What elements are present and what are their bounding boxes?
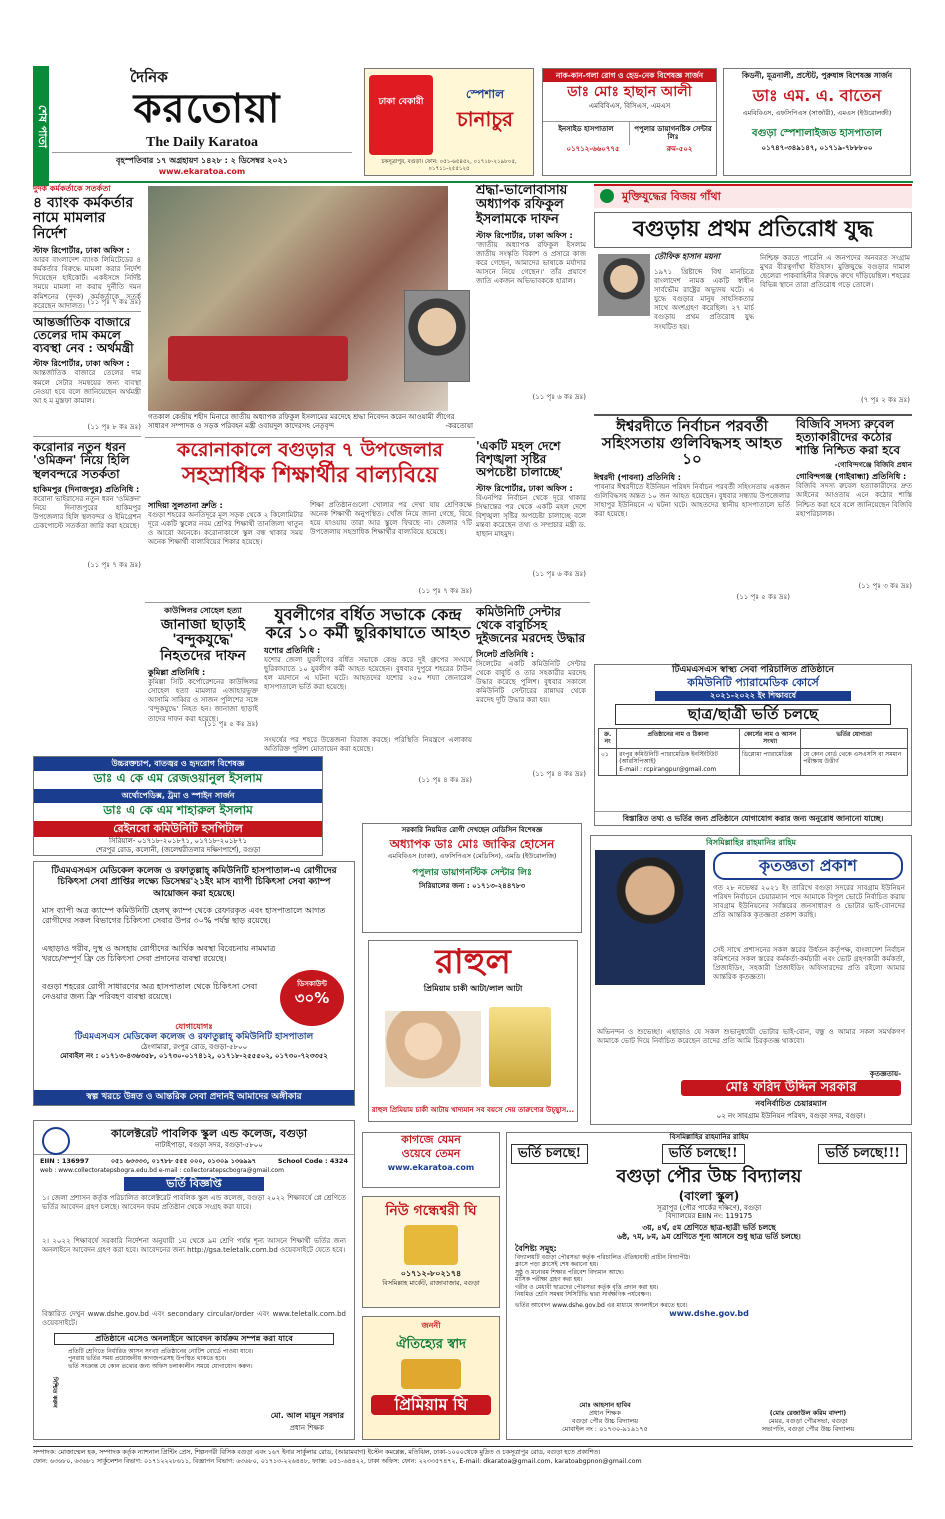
story3-byline: হাকিমপুর (দিনাজপুর) প্রতিনিধি : — [33, 484, 140, 494]
mukti-continued[interactable]: (৭ পৃঃ ২ কঃ দ্রঃ) — [861, 396, 910, 404]
gratitude-title: কৃতজ্ঞতা প্রকাশ — [713, 852, 903, 880]
tmss-td-requirement: যে কোন বোর্ড থেকে এসএসসি বা সমমান পরীক্ষায় উত্তীর্ণ — [801, 748, 908, 776]
pourashava-school-ad — [506, 1132, 912, 1440]
medicine-phone: সিরিয়ালের জন্য : ০১৭১৩-২৪৪৭৮৩ — [418, 882, 526, 891]
marriage-byline: সাদিয়া সুলতানা দ্রুতি : — [148, 501, 223, 510]
pourashava-feature-1: বিদ্যালয়টি বগুড়া পৌরসভা কর্তৃক পরিচালিত ঐতিহ্যবাহী প্রাচীন বিদ্যাপীঠ। — [515, 1253, 691, 1261]
bgb-story — [796, 418, 912, 660]
community-byline: সিলেট প্রতিনিধি : — [476, 649, 534, 659]
tmss-admission-footer: বিস্তারিত তথ্য ও ভর্তির জন্য প্রতিষ্ঠানে যোগাযোগ করার জন্য অনুরোধ জানানো যাচ্ছে। — [595, 811, 911, 825]
jubo-body: যশোর জেলা যুবলীগের বর্ধিত সভাকে কেন্দ্র করে দুই গ্রুপের সংঘর্ষে ছুরিকাঘাতে ১০ যুবলীগ কর্মী আহত হয়েছেন। বুধবার দুপুরে শহরের টাউন হল ময়দানে এ ঘটনা ঘটে। আহতদের যশোর ২৫০ শয্যা জেনারেল হাসপাতালে ভর্তি করা হয়েছে। — [264, 656, 472, 692]
marriage-body2: শিক্ষা প্রতিষ্ঠানগুলো খোলার পর দেখা যায় শ্রেণিকক্ষে অনেক শিক্ষার্থী অনুপস্থিত। খোঁজ নিয়ে জানা গেছে, বিয়ে হয়ে যাওয়ায় তারা আর স্কুলে ফিরছে না। জেলার ৭টি উপজেলায় সহস্রাধিক শিক্ষার্থীর বাল্যবিয়ে হয়েছে। — [310, 501, 472, 537]
medicine-center: পপুলার ডায়াগনস্টিক সেন্টার লিঃ — [412, 867, 532, 878]
doctor1-name: ডাঃ মোঃ হাছান আলী — [567, 84, 692, 101]
pourashava-bismillah: বিসমিল্লাহির রাহমানির রাহিম — [669, 1133, 749, 1141]
rainbow-doctor2: ডাঃ এ কে এম শাহারুল ইসলাম — [103, 803, 253, 817]
mukti-headline: বগুড়ায় প্রথম প্রতিরোধ যুদ্ধ — [632, 216, 874, 242]
school-signer-role: প্রধান শিক্ষক — [289, 1424, 324, 1433]
pourashava-name2: (বাংলা স্কুল) — [678, 1188, 740, 1203]
tmss-td-institute — [617, 748, 740, 776]
story2-headline: আন্তর্জাতিক বাজারে তেলের দাম কমলে ব্যবস্থা নেব : অর্থমন্ত্রী — [33, 314, 134, 356]
discount-badge — [280, 970, 344, 1026]
sohel-story — [148, 606, 258, 754]
imprint-line1: সম্পাদক: মোজাম্মেল হক, সম্পাদক কর্তৃক ন্যাশনাল প্রিন্টিং প্রেস, শিল্পনগরী বিসিক বগুড়া এবং ১৬৭ ইনার সার্কুলার রোড, (আরামবাগ) ইস্টেন কমপ্লেক্স, মতিঝিল, ঢাকা-১০০০থেকে মুদ্রিত ও চকসূত্রাপুর রোড, বগুড়া হতে প্রকাশিত। — [33, 1449, 601, 1456]
community-continued[interactable]: (১১ পৃঃ ৪ কঃ দ্রঃ) — [532, 769, 586, 778]
mahal-continued[interactable]: (১১ পৃঃ ৬ কঃ দ্রঃ) — [532, 569, 586, 578]
marriage-body: বগুড়া শহরের অনতিদূরে মূল সড়ক থেকে ২ কিলোমিটার দূরে একটি স্কুলের নবম শ্রেণির শিক্ষার্থী তানজিলা খাতুন ও আরো অনেকে। করোনাকালে স্কুল বন্ধ থাকার সময় অনেক শিক্ষার্থী বাল্যবিয়ের শিকার হয়েছে। — [148, 511, 303, 547]
sign-left-role: প্রধান শিক্ষক — [589, 1408, 621, 1417]
ghee2-top: জননী — [421, 1321, 441, 1330]
ishwardi-continued[interactable]: (১১ পৃঃ ৫ কঃ দ্রঃ) — [736, 592, 790, 601]
story2-byline: স্টাফ রিপোর্টার, ঢাকা অফিস : — [33, 359, 130, 369]
doctor2-specialty: কিডনী, মূত্রনালী, প্রস্টেট, পুরুষাঙ্গ বিশেষজ্ঞ সার্জন — [741, 71, 893, 80]
chanachur-line1: স্পেশাল — [465, 87, 505, 101]
bgb-body: বিজিবি সদস্য রুবেল হত্যাকারীদের দ্রুত আইনের আওতায় এনে কঠোর শাস্তি নিশ্চিত করা হবে বলে জানিয়েছেন বিজিবি মহাপরিচালক। — [796, 482, 912, 518]
school-phone: ০৫১ ৬৩৩৩৩, ০১৭৮৮ ৫৫৫ ০০০, ০১৩০৯ ১৩৬৯৯৭ — [110, 1156, 257, 1165]
pourashava-site[interactable]: www.dshe.gov.bd — [669, 1309, 749, 1319]
mahal-story — [476, 440, 586, 600]
bgb-headline: বিজিবি সদস্য রুবেল হত্যাকারীদের কঠোর শাস্তি নিশ্চিত করা হবে — [796, 417, 901, 458]
pourashava-sign-left — [515, 1401, 695, 1434]
school-item-2: ২। ২০২২ শিক্ষাবর্ষে সরকারি নির্দেশনা অনুযায়ী ১ম থেকে ৯ম শ্রেণি পর্যন্ত শূন্য আসনে শিক্ষার্থী ভর্তির জন্য অনলাইনে আবেদন গ্রহণ করা হবে। আবেদনের জন্য http://gsa.teletalk.com.bd ওয়েবসাইটে যেতে হবে। — [42, 1236, 346, 1254]
bgb-sub: গোবিন্দগঞ্জ (গাইবান্ধা) প্রতিনিধি : — [796, 472, 907, 482]
lead-photo — [148, 186, 448, 411]
candidate-photo — [595, 850, 705, 985]
family-photo — [385, 1011, 481, 1087]
school-logo-icon — [42, 1127, 70, 1155]
ishwardi-headline: ঈশ্বরদীতে নির্বাচন পরবর্তী সহিংসতায় গুলিবিদ্ধসহ আহত ১০ — [601, 417, 783, 468]
mukti-banner-text: মুক্তিযুদ্ধের বিজয় গাঁথা — [622, 190, 721, 203]
gratitude-ad — [590, 835, 912, 1125]
pourashava-feature-4: মাসিক পরীক্ষা গ্রহণ করা হয়। — [515, 1276, 583, 1284]
masthead-title: করতোয়া — [133, 85, 281, 132]
chanachur-address: চকসূত্রাপুর, বগুড়া। ফোন: ০৫১-৬৫৪৫২, ০১৭১৮-২১৯৮০৫, ০১৭১১-২৫৫১২৫ — [381, 159, 517, 172]
story3-headline: করোনার নতুন ধরন 'ওমিক্রন' নিয়ে হিলি স্থলবন্দরে সতর্কতা — [33, 440, 130, 481]
gratitude-bismillah: বিসমিল্লাহির রাহমানির রাহিম — [705, 838, 797, 847]
sign-left-name: মোঃ আহসান হাবিব — [579, 1400, 631, 1409]
community-headline: কমিউনিটি সেন্টার থেকে বাবুর্চিসহ দুইজনের মরদেহ উদ্ধার — [476, 605, 586, 646]
tmss-org: টিএমএসএস স্বাস্থ্য সেবা পরিচালিত প্রতিষ্ঠানে — [672, 665, 834, 675]
ekaratoa-ad — [362, 1132, 500, 1188]
school-note-3: ভর্তি সংক্রান্ত যে কোন তথ্যের জন্য অফিস চলাকালীন সময়ে যোগাযোগ করুন। — [68, 1362, 253, 1370]
lead-photo-credit: -করতোয়া — [445, 421, 473, 430]
gratitude-body2: সেই সাথে প্রশাসনের সকল স্তরের উর্ধতন কর্তৃপক্ষ, বাংলাদেশ নির্বাচন কমিশনের সকল স্তরের কর্মকর্তা-কর্মচারী এবং ভোট গ্রহণকারী কর্মকর্তা, প্রিজাইডিং, সহকারী প্রিজাইডিং অফিসারদের প্রতি রইলো আমার আন্তরিক কৃতজ্ঞতা। — [713, 946, 905, 982]
mahal-byline: স্টাফ রিপোর্টার, ঢাকা অফিস : — [476, 483, 573, 493]
rahul-atta-ad — [368, 940, 578, 1122]
pourashava-feature-6: নিয়মিত শ্রেণি সমন্বয় সিসিটিভি দ্বারা সার্বক্ষণিক পর্যবেক্ষণ। — [515, 1291, 652, 1299]
tmss-table — [598, 728, 908, 777]
ghee1-address: বিসমিল্লাহ মার্কেট, রাজাবাজার, বগুড়া — [382, 1278, 480, 1287]
tmss-th-institute: প্রতিষ্ঠানের নাম ও ঠিকানা — [617, 728, 740, 748]
rafiqul-story — [476, 184, 586, 434]
mukti-col2 — [760, 254, 910, 409]
chanachur-ad — [364, 68, 534, 176]
tmss-td-course: ডিপ্লোমা প্যারামেডিক্স — [740, 748, 801, 776]
doctor2-degree: এমবিবিএস, এফসিপিএস (সার্জারী), এমএস (ইউরোলজী) — [742, 109, 892, 118]
tmss-td-serial: ০১ — [599, 748, 617, 776]
jubo-story — [264, 606, 472, 811]
masthead-website[interactable]: www.ekaratoa.com — [158, 167, 246, 176]
gratitude-union: ০২ নং সাবগ্রাম ইউনিয়ন পরিষদ, বগুড়া সদর, বগুড়া। — [716, 1112, 866, 1120]
pourashava-line1: ৩য়, ৪র্থ, ৫ম শ্রেণিতে ছাত্র-ছাত্রী ভর্তি চলছে — [642, 1223, 776, 1232]
story1-byline: স্টাফ রিপোর্টার, ঢাকা অফিস : — [33, 246, 130, 256]
doctor2-phone: ০১৭৪৭-৩৪৯১৪৭, ০১৭১৯-৭৮৮৮০০ — [761, 144, 873, 152]
rainbow-doctor1: ডাঃ এ কে এম রেজওয়ানুল ইসলাম — [93, 771, 263, 785]
jubo-body2: সংঘর্ষের পর শহরে উত্তেজনা বিরাজ করছে। পরিস্থিতি নিয়ন্ত্রণে এলাকায় অতিরিক্ত পুলিশ মোতায়েন করা হয়েছে। — [264, 736, 472, 754]
medicine-degree: এমবিবিএস (ঢাকা), এফসিপিএস (মেডিসিন), এমডি (ইউরোলজি) — [387, 851, 557, 860]
marriage-headline-line1: করোনাকালে বগুড়ার ৭ উপজেলার — [177, 439, 443, 461]
mahal-body: বিএনপির নির্বাচন থেকে দূরে থাকার সিদ্ধান্তের পর থেকে একটি মহল দেশে বিশৃঙ্খলা সৃষ্টির অপচেষ্টা চালাচ্ছে বলে মন্তব্য করেছেন তথ্য ও সম্প্রচার মন্ত্রী ড. হাছান মাহমুদ। — [476, 493, 586, 538]
story1-body: আরব বাংলাদেশ ব্যাংক লিমিটেডের ৪ কর্মকর্তার বিরুদ্ধে মামলা করার নির্দেশ দিয়েছেন হাইকোর্ট। একইসঙ্গে নির্দিষ্ট সময়ে মামলা না করায় দুর্নীতি দমন কমিশনের (দুদক) কর্মকর্তাকে সতর্ক করেছেন আদালত। — [33, 256, 141, 310]
chanachur-brand: ঢাকা বেকারী — [378, 97, 424, 107]
rainbow-phone: সিরিয়াল- ০১৭১৮-২০১৮৭১, ০১৭১৮-২০১৮৭১ — [108, 836, 248, 845]
school-notice-title: ভর্তি বিজ্ঞপ্তি — [124, 1177, 264, 1191]
tmss-session: ২০২১-২০২২ ইং শিক্ষাবর্ষে — [655, 691, 851, 701]
school-note-2: পুনরায় ভর্তির সময় প্রয়োজনীয় কাগজপত্রসহ উপস্থিত থাকতে হবে। — [68, 1355, 227, 1363]
pourashava-feature-5: গরীব ও মেধাবী ছাত্রদের পৌরসভা কর্তৃক বৃত্তি প্রদান করা হয়। — [515, 1283, 659, 1291]
ishwardi-byline: ঈশ্বরদী (পাবনা) প্রতিনিধি : — [594, 472, 681, 482]
medicine-specialist-ad — [362, 823, 582, 933]
ishwardi-body: পাবনার ঈশ্বরদীতে ইউনিয়ন পরিষদ নির্বাচন পরবর্তী সহিংসতায় একজন গুলিবিদ্ধসহ অন্তত ১০ জন আহত হয়েছেন। বুধবার সন্ধ্যায় উপজেলার সাহাপুর ইউনিয়নে এ ঘটনা ঘটে। আহতদের স্থানীয় হাসপাতালে ভর্তি করা হয়েছে। — [594, 482, 790, 518]
doctor2-name: ডাঃ এম. এ. বাতেন — [752, 86, 882, 106]
marriage-body-col2 — [310, 501, 472, 599]
mukti-col1 — [654, 268, 754, 408]
tmss-institute-name: রংপুর কমিউনিটি প্যারামেডিক ইনস্টিটিউট (আরসিপিআই) — [619, 750, 718, 766]
masthead-date: বৃহস্পতিবার ১৭ অগ্রহায়ণ ১৪২৮ : ২ ডিসেম্বর ২০২১ — [52, 152, 352, 166]
imprint-line2: ফোন: ৬৩৬৮০, ৬৩৬৮১ সার্কুলেশন বিভাগ: ০১৭১২২২৮৬১১, বিজ্ঞাপন বিভাগ: ৬৩৬৮০, ০১৭১৩-২২৬৪৪৮, ফ্যাক্স: ০৫১-৬৪৪২২, ঢাকা অফিস: ফোন: ২২৩৩৫৭৪৭২, E-mail: dkaratoa@gmail.com, karatoabgpnon@gmail.com — [33, 1457, 642, 1465]
sign-right-name: (মোঃ রেজাউল করিম বাদশা) — [769, 1408, 847, 1417]
rahul-brand: রাহুল — [435, 942, 511, 982]
mukti-body2: নিশ্চিহ্ন করতে পারেনি এ জনপদের অনবরত সংগ্রাম মুখর বীরত্বগাঁথা ইতিহাস। মুক্তিযুদ্ধে বগুড়ার দামাল ছেলেরা পাকবাহিনীর বিরুদ্ধে রুখে দাঁড়িয়েছিল। শহরের বিভিন্ন স্থানে তারা প্রতিরোধ গড়ে তোলে। — [760, 254, 910, 290]
story3-continued[interactable]: (১১ পৃঃ ৭ কঃ দ্রঃ) — [87, 560, 141, 569]
mukti-author: তৌফিক হাসান ময়না — [654, 252, 720, 261]
doctor1-degree: এমবিবিএস, বিসিএস, এমএস — [588, 101, 671, 110]
lead-photo-caption: গতকাল কেন্দ্রীয় শহীদ মিনারে জাতীয় অধ্যাপক রফিকুল ইসলামের মরদেহে শ্রদ্ধা নিবেদন করেন আওয়ামী লীগের সাধারণ সম্পাদক ও সড়ক পরিবহন মন্ত্রী ওবায়দুল কাদেরসহ নেতৃবৃন্দ — [148, 413, 455, 430]
marriage-headline-box — [148, 440, 472, 498]
sign-right-role: মেয়র, বগুড়া পৌরসভা, বগুড়া — [768, 1416, 848, 1425]
school-item-3: বিস্তারিত দেখুন www.dshe.gov.bd এবং secondary circular/order এবং www.teletalk.com.bd ওয়েবসাইটে। — [42, 1309, 346, 1327]
community-story — [476, 606, 586, 811]
tmss-camp-bullet-1: মাস ব্যাপী অত্র ক্যাম্পে কমিউনিটি হেলথ্ ক্যাম্প থেকে রেফারকৃত এবং হাসপাতালে আগত রোগীদের সকল বিভাগের চিকিৎসা সেবার উপর ৩০% পর্যন্ত ছাড় রয়েছে। — [42, 905, 326, 925]
discount-label: ডিসকাউন্ট — [297, 980, 327, 988]
tmss-th-requirement: ভর্তির যোগ্যতা — [801, 728, 908, 748]
atta-pack-image — [489, 1007, 551, 1087]
sign-left-phone: মোবাইল নং : ০১৭৩০-৯১৯১৭৫ — [562, 1424, 648, 1433]
collectorate-school-ad — [33, 1120, 355, 1440]
tmss-contact-label: যোগাযোগঃ — [175, 1021, 213, 1031]
medicine-top: সরকারি নিয়মিত রোগী দেখছেন মেডিসিন বিশেষজ্ঞ — [401, 826, 543, 834]
story1-headline: ৪ ব্যাংক কর্মকর্তার নামে মামলার নির্দেশ — [33, 195, 134, 242]
doctor1-room: রুম-৫০২ — [666, 145, 693, 154]
tmss-banner: ছাত্র/ছাত্রী ভর্তি চলছে — [615, 704, 891, 725]
pourashava-feature-3: সুষ্ঠু ও মনোরম শিক্ষার পরিবেশ বিদ্যমান আছে। — [515, 1268, 624, 1276]
doctor-ad-hasan-ali — [542, 68, 717, 176]
rainbow-hospital-name: রেইনবো কমিউনিটি হসপিটাল — [34, 821, 322, 837]
school-code: School Code : 4324 — [277, 1156, 348, 1165]
masthead — [52, 66, 357, 176]
school-item-1: ১। জেলা প্রশাসন কর্তৃক পরিচালিত কালেক্টরেট পাবলিক স্কুল এন্ড কলেজ, বগুড়া ২০২২ শিক্ষাবর্ষে প্লে শ্রেণিতে ভর্তির আবেদন গ্রহণ চলছে। আবেদন ফরম প্রতিষ্ঠান থেকে সংগ্রহ করা যাবে। — [42, 1193, 346, 1211]
doctor-ad-ma-baten — [723, 68, 911, 176]
inset-portrait — [404, 290, 470, 382]
rainbow-address: শেরপুর রোড, কলোনী, (জলেশ্বরীতলার দক্ষিণপার্শে), বগুড়া — [95, 845, 261, 854]
story2-continued[interactable]: (১১ পৃঃ ৮ কঃ দ্রঃ) — [87, 423, 141, 432]
gratitude-sign-label: কৃতজ্ঞতায়- — [869, 1070, 901, 1078]
tmss-email[interactable]: E-mail : rcpirangpur@gmail.com — [619, 765, 717, 773]
tmss-course: কমিউনিটি প্যারামেডিক কোর্সে — [687, 676, 819, 690]
tmss-camp-address: ঠেংগামারা, রংপুর রোড, বগুড়া-৫৮০০ — [140, 1043, 248, 1051]
pourashava-line2: ৬ষ্ঠ, ৭ম, ৮ম, ৯ম শ্রেণিতে শূন্য আসনে শুধু ছাত্র ভর্তি চলছে। — [617, 1232, 801, 1242]
sohel-kicker: কাউন্সিলর সোহেল হত্যা — [164, 606, 242, 615]
chanachur-line2: চানাচুর — [456, 107, 514, 131]
tmss-camp-phones: মোবাইল নং : ০১৭১৩-৪৩৬৩৫৮, ০১৭৩০-০১৭৪১২, ০১৭১৮-২৫৫৫০২, ০১৭৩০-৭২৩৩৫২ — [60, 1051, 328, 1060]
school-online-bar: প্রতিষ্ঠানে এসেও অনলাইনে আবেদন কার্যক্রম সম্পন্ন করা যাবে — [54, 1333, 334, 1345]
tmss-admission-ad — [594, 664, 912, 826]
jubo-continued[interactable]: (১১ পৃঃ ৪ কঃ দ্রঃ) — [418, 776, 472, 785]
sohel-byline: কুমিল্লা প্রতিনিধি : — [148, 668, 206, 678]
author-photo — [598, 254, 650, 316]
rafiqul-body: 'জাতীয় অধ্যাপক রফিকুল ইসলাম জাতীয় সংস্কৃতি বিকাশ ও প্রসারে কাজ করে গেছেন, আমাদের ভাষাকে মর্যাদার আসনে নিয়ে গেছেন।' তাঁর প্রয়াণে জাতি একজন অভিভাবককে হারাল। — [476, 240, 586, 286]
masthead-rule — [33, 181, 913, 183]
tmss-th-serial: ক্র. নং — [599, 728, 617, 748]
pourashava-sign-right — [713, 1409, 903, 1433]
ishwardi-story — [594, 418, 790, 660]
story1-continued[interactable]: (১১ পৃঃ ৭ কঃ দ্রঃ) — [87, 298, 141, 307]
sohel-body: কুমিল্লা সিটি কর্পোরেশনের কাউন্সিলর সোহেল হত্যা মামলার এজাহারভুক্ত আসামি সাব্বির ও সাজন পুলিশের সঙ্গে 'বন্দুকযুদ্ধে' নিহত হন। জানাজা ছাড়াই তাদের দাফন করা হয়েছে। — [148, 678, 258, 723]
marriage-continued[interactable]: (১১ পৃঃ ৭ কঃ দ্রঃ) — [418, 587, 472, 595]
sign-right-org: সভাপতি, বগুড়া পৌর উচ্চ বিদ্যালয় — [761, 1424, 855, 1433]
ghee2-label: ঐতিহ্যের স্বাদ — [396, 1337, 466, 1352]
page-label-strip — [33, 66, 49, 186]
doctor1-specialty: নাক-কান-গলা রোগ ও হেড-নেক বিশেষজ্ঞ সার্জন — [543, 69, 716, 82]
rafiqul-headline: শ্রদ্ধা-ভালোবাসায় অধ্যাপক রফিকুল ইসলামকে দাফন — [476, 183, 568, 227]
lead-photo-caption-wrap — [148, 413, 473, 437]
ghee2-name: প্রিমিয়াম ঘি — [371, 1395, 491, 1415]
marriage-body-col1 — [148, 501, 303, 599]
story1-kicker: দুদক কর্মকর্তাকে সতর্কতা — [33, 184, 111, 193]
bgb-byline: -গোবিন্দগঞ্জে বিজিবি প্রধান — [834, 460, 912, 469]
medicine-doctor-name: অধ্যাপক ডাঃ মোঃ জাকির হোসেন — [389, 836, 555, 851]
doctor1-hospital: ইনসাইড হাসপাতাল — [558, 124, 614, 133]
jubo-headline: যুবলীগের বর্ধিত সভাকে কেন্দ্র করে ১০ কর্মী ছুরিকাঘাতে আহত — [265, 605, 471, 642]
pourashava-ribbon-3: ভর্তি চলছে!!! — [818, 1144, 907, 1164]
bgb-continued[interactable]: (১১ পৃঃ ৩ কঃ দ্রঃ) — [858, 582, 912, 591]
gratitude-name: মোঃ ফরিদ উদ্দিন সরকার — [681, 1080, 901, 1096]
school-address: নাটাইপাড়া, বগুড়া সদর, বগুড়া-৫৮০০ — [155, 1140, 263, 1149]
tmss-camp-ad — [33, 861, 355, 1106]
school-web[interactable]: web : www.collectoratepsbogra.edu.bd e-mail : collectoratepscbogra@gmail.com — [40, 1166, 284, 1174]
school-name: কালেক্টরেট পাবলিক স্কুল এন্ড কলেজ, বগুড়া — [110, 1127, 308, 1140]
discount-value: ৩০% — [294, 988, 330, 1007]
masthead-small-name: দৈনিক — [130, 68, 168, 86]
doctor2-hospital: বগুড়া স্পেশালাইজড হাসপাতাল — [752, 127, 882, 139]
ekaratoa-site[interactable]: www.ekaratoa.com — [387, 1162, 475, 1172]
sohel-continued[interactable]: (১১ পৃঃ ৫ কঃ দ্রঃ) — [204, 720, 258, 729]
marriage-headline-line2: সহস্রাধিক শিক্ষার্থীর বাল্যবিয়ে — [181, 461, 438, 488]
gratitude-body: গত ২৮ নভেম্বর ২০২১ ইং তারিখে বগুড়া সদরের সাবগ্রাম ইউনিয়ন পরিষদ নির্বাচনে চেয়ারম্যান পদে আমাকে বিপুল ভোটে নির্বাচিত করায় সাবগ্রাম ইউনিয়নের সর্বস্তরের জনসাধারণ ও ভোটার ভাই-বোনদের প্রতি আন্তরিক কৃতজ্ঞতা প্রকাশ করছি। — [713, 884, 905, 920]
school-note-1: প্রতিটি শ্রেণিতে নির্ধারিত আসন সংখ্যা প্রতিষ্ঠানের নোটিশ বোর্ডে পাওয়া যাবে। — [68, 1347, 254, 1355]
mukti-banner — [594, 184, 912, 208]
tmss-camp-slogan: স্বল্প খরচে উন্নত ও আন্তরিক সেবা প্রদানই আমাদের অঙ্গীকার — [34, 1090, 354, 1105]
masthead-english-title: The Daily Karatoa — [146, 135, 258, 150]
tmss-camp-bullet-2: এছাড়াও গরীব, দুস্থ ও অসহায় রোগীদের আর্থিক অবস্থা বিবেচনায় নামমাত্র খরচে/সম্পূর্ণ ফ্রি তে চিকিৎসা সেবা প্রদানের ব্যবস্থা রয়েছে। — [42, 943, 276, 963]
ghee2-jar-image — [401, 1359, 461, 1389]
ekaratoa-line2: ওয়েবে তেমন — [401, 1146, 461, 1160]
mahal-headline: 'একটি মহল দেশে বিশৃঙ্খলা সৃষ্টির অপচেষ্টা চালাচ্ছে' — [476, 439, 563, 480]
pourashava-ribbon-1: ভর্তি চলছে! — [511, 1144, 588, 1164]
sign-left-org: বগুড়া পৌর উচ্চ বিদ্যালয় — [571, 1416, 639, 1425]
doctor1-center: পপুলার ডায়াগনষ্টিক সেন্টার লিঃ — [629, 122, 716, 146]
ghee1-phone: ০১৭১২-৮০২১৭৪ — [400, 1268, 462, 1278]
rafiqul-byline: স্টাফ রিপোর্টার, ঢাকা অফিস : — [476, 230, 573, 240]
school-eiin: EIIN : 136997 — [40, 1156, 89, 1165]
school-side-note: নিশ্চিত করুন — [51, 1377, 58, 1408]
pourashava-address: সূত্রাপুর (পৌর পার্কের দক্ষিণে), বগুড়া — [656, 1203, 762, 1212]
community-body: সিলেটের একটি কমিউনিটি সেন্টার থেকে বাবুর্চি ও তার সহকারীর মরদেহ উদ্ধার করেছে পুলিশ। বুধবার সকালে কমিউনিটি সেন্টারের রান্নাঘর থেকে মরদেহ দুটি উদ্ধার করা হয়। — [476, 659, 586, 704]
pourashava-features-title: বৈশিষ্ট্য সমূহ: — [515, 1243, 557, 1253]
rahul-tagline: প্রিমিয়াম চাকী আটা/লাল আটা — [423, 983, 523, 993]
rainbow-tag1: উচ্চরক্তচাপ, বাতজ্বর ও হৃদরোগ বিশেষজ্ঞ — [34, 757, 322, 771]
doctor1-phone: ০১৭১২-৬৬০৭৭৫ — [566, 145, 620, 154]
gandheshwari-ghee-ad — [362, 1196, 500, 1308]
pourashava-ribbon-2: ভর্তি চলছে!! — [662, 1144, 745, 1164]
mukti-body: ১৯৭১ খ্রিষ্টাব্দে বিশ্ব মানচিত্রে বাংলাদেশ নামক একটি স্বাধীন সার্বভৌম রাষ্ট্রের অভ্যুদয় ঘটে। এ যুদ্ধে বগুড়ার মানুষ সাহসিকতার সাথে অংশগ্রহণ করেছিল। ২৭ মার্চ বগুড়ায় প্রথম প্রতিরোধ যুদ্ধ সংঘটিত হয়। — [654, 268, 754, 331]
sohel-headline: জানাজা ছাড়াই 'বন্দুকযুদ্ধে' নিহতদের দাফন — [160, 617, 246, 664]
pourashava-eiin: বিদ্যালয়ের EIIN নং: 119175 — [665, 1212, 753, 1221]
jubo-byline: যশোর প্রতিনিধি : — [264, 646, 321, 656]
ghee-jar-image — [404, 1225, 458, 1265]
page-label: শেষ পাতা — [36, 104, 49, 148]
tmss-th-course: কোর্সের নাম ও আসন সংখ্যা — [740, 728, 801, 748]
tmss-camp-bullet-3: বগুড়া শহরের রোগী সাধারণের অত্র হাসপাতাল থেকে চিকিৎসা সেবা নেওয়ার জন্য ফ্রি পরিবহণ ব্যবস্থা রয়েছে। — [42, 981, 258, 1001]
rainbow-tag2: অর্থোপেডিক্স, ট্রমা ও স্পাইন সার্জন — [34, 789, 322, 803]
tmss-camp-title: টিএমএসএস মেডিকেল কলেজ ও রফাতুল্লাহ্ কমিউনিটি হাসপাতাল-এ রোগীদের চিকিৎসা সেবা প্রাপ্তির লক্ষ্যে ডিসেম্বর'২১ইং মাস ব্যাপী চিকিৎসা সেবা ক্যাম্প আয়োজন করা হয়েছে। — [51, 866, 337, 899]
gratitude-body3: অভিনন্দন ও শুভেচ্ছা। এছাড়াও যে সকল শুভানুধ্যায়ী ভোটার ভাই-বোন, বন্ধু ও আমার সকল সমর্থকগণ আমাকে ভোট দিয়ে নির্বাচিত করেছেন তাদের প্রতি আমি চিরকৃতজ্ঞ থাকবো। — [597, 1028, 905, 1046]
school-signer: মো. আল মামুন সরদার — [270, 1411, 344, 1420]
tmss-hospital-name: টিএমএসএস মেডিকেল কলেজ ও রফাতুল্লাহ্ কমিউনিটি হাসপাতাল — [74, 1031, 314, 1042]
flag-icon — [600, 189, 614, 203]
gratitude-role: নবনির্বাচিত চেয়ারম্যান — [755, 1099, 827, 1108]
ekaratoa-line1: কাগজে যেমন — [401, 1133, 461, 1146]
lead-photo-wreath — [168, 336, 348, 381]
pourashava-apply: ভর্তির আবেদন www.dshe.gov.bd এর মাধ্যমে অনলাইনে করতে হবে। — [515, 1301, 688, 1309]
mukti-headline-box — [594, 212, 912, 248]
pourashava-feature-2: ক্লাসে পড়া ক্লাসেই শেষ করানো হয়। — [515, 1261, 599, 1269]
chanachur-pack-image — [369, 75, 433, 155]
pourashava-name: বগুড়া পৌর উচ্চ বিদ্যালয় — [616, 1166, 802, 1187]
story2-body: আন্তর্জাতিক বাজারে তেলের দাম কমলে সেটার সমন্বয়ের জন্য ব্যবস্থা নেওয়া হবে বলে জানিয়েছেন অর্থমন্ত্রী আ হ ম মুস্তফা কামাল। — [33, 369, 141, 405]
rafiqul-continued[interactable]: (১১ পৃঃ ৬ কঃ দ্রঃ) — [532, 392, 586, 401]
imprint — [33, 1449, 913, 1479]
story3-body: করোনা ভাইরাসের নতুন ধরন 'ওমিক্রন' নিয়ে দিনাজপুরের হাকিমপুর উপজেলার হিলি স্থলবন্দর ও ইমিগ্রেশন চেকপোস্টে সতর্কতা জারি করা হয়েছে। — [33, 494, 141, 531]
rahul-slogan: রাহুল প্রিমিয়াম চাকী আটায় খাদ্যমান সব বয়সে দেয় তারুণ্যের উচ্ছ্বাস... — [371, 1106, 575, 1115]
left-column-stories — [33, 184, 141, 754]
ghee1-name: নিউ গন্ধেশ্বরী ঘি — [385, 1203, 477, 1219]
premium-ghee-ad — [362, 1316, 500, 1440]
